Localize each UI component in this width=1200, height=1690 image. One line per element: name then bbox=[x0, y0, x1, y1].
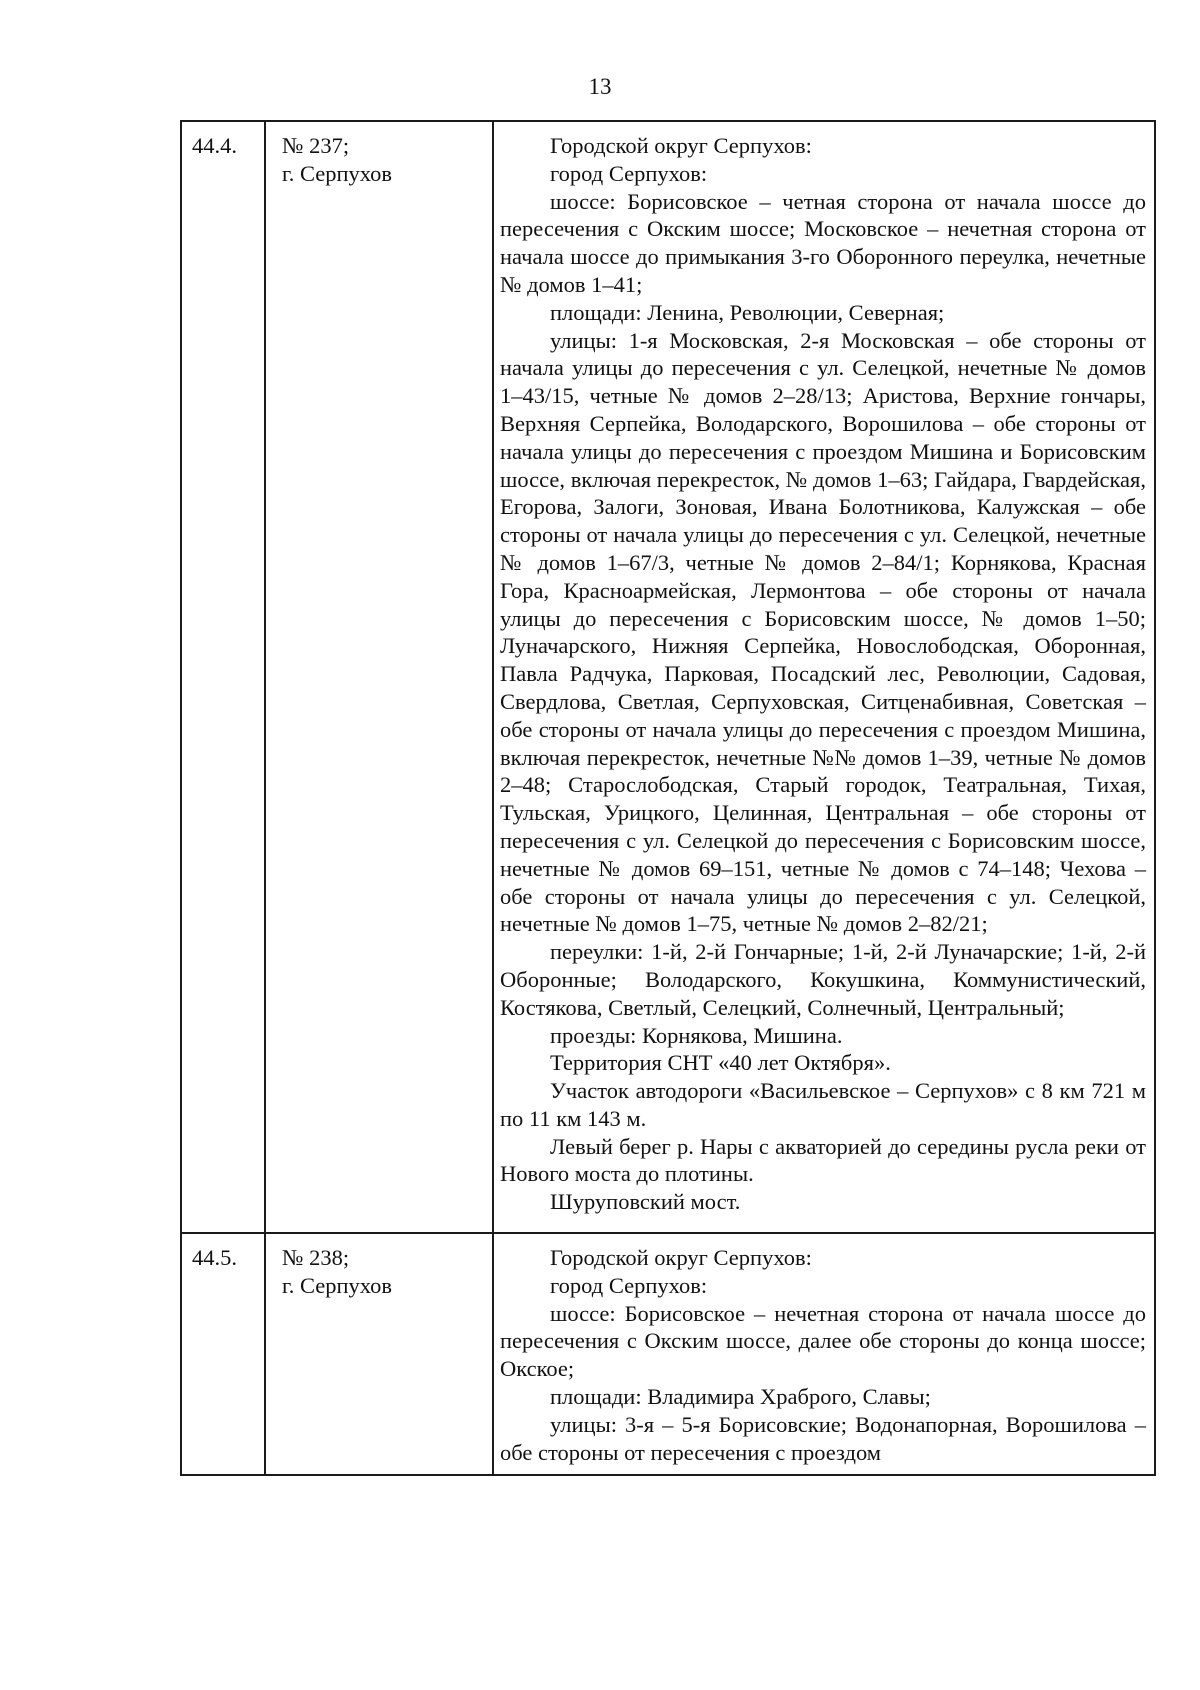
paragraph: Левый берег р. Нары с акваторией до середины русла реки от Нового моста до плотины. bbox=[500, 1133, 1146, 1187]
district-number: № 238; bbox=[282, 1245, 350, 1271]
page-number: 13 bbox=[588, 74, 612, 99]
paragraph: переулки: 1-й, 2-й Гончарные; 1-й, 2-й Луначарские; 1-й, 2-й Оборонные; Володарского, Кокушкина, Коммунистический, Костякова, Светлый, Селецкий, Солнечный, Центральный; bbox=[500, 939, 1146, 1020]
paragraph: город Серпухов: bbox=[550, 1272, 708, 1298]
paragraph: шоссе: Борисовское – четная сторона от начала шоссе до пересечения с Окским шоссе; Московское – нечетная сторона от начала шоссе до примыкания 3-го Оборонного переулка, нечетные № домов 1–41; bbox=[500, 188, 1146, 297]
paragraph: Городской округ Серпухов: bbox=[550, 133, 812, 158]
paragraph: улицы: 1-я Московская, 2-я Московская – обе стороны от начала улицы до пересечения с ул. Селецкой, нечетные № домов 1–43/15, четные № домов 2–28/13; Аристова, Верхние гончары, Верхняя Серпейка, Володарского, Ворошилова – обе стороны от начала улицы до пересечения с проездом Мишина и Борисовским шоссе, включая перекресток, № домов 1–63; Гайдара, Гвардейская, Егорова, Залоги, Зоновая, Ивана Болотникова, Калужская – обе стороны от начала улицы до пересечения с ул. Селецкой, нечетные № домов 1–67/3, четные № домов 2–84/1; Корнякова, Красная Гора, Красноармейская, Лермонтова – обе стороны от начала улицы до пересечения с Борисовским шоссе, № домов 1–50; Луначарского, Нижняя Серпейка, Новослободская, Оборонная, Павла Радчука, Парковая, Посадский лес, Революции, Садовая, Свердлова, Светлая, Серпуховская, Ситценабивная, Советская – обе стороны от начала улицы до пересечения с проездом Мишина, включая перекресток, нечетные №№ домов 1–39, четные № домов 2–48; Старослободская, Старый городок, Театральная, Тихая, Тульская, Урицкого, Целинная, Центральная – обе стороны от пересечения с ул. Селецкой до пересечения с Борисовским шоссе, нечетные № домов 69–151, четные № домов с 74–148; Чехова – обе стороны от начала улицы до пересечения с ул. Селецкой, нечетные № домов 1–75, четные № домов 2–82/21; bbox=[500, 327, 1146, 937]
description-cell bbox=[493, 1233, 1155, 1475]
row-number: 44.4. bbox=[181, 121, 265, 1233]
paragraph: площади: Владимира Храброго, Славы; bbox=[550, 1384, 931, 1410]
row-number: 44.5. bbox=[181, 1233, 265, 1475]
paragraph: шоссе: Борисовское – нечетная сторона от начала шоссе до пересечения с Окским шоссе, далее обе стороны до конца шоссе; Окское; bbox=[500, 1300, 1146, 1382]
paragraph: город Серпухов: bbox=[550, 160, 708, 186]
district-cell bbox=[265, 1233, 493, 1475]
paragraph: проезды: Корнякова, Мишина. bbox=[550, 1022, 843, 1048]
district-city: г. Серпухов bbox=[282, 160, 393, 186]
paragraph: Участок автодороги «Васильевское – Серпухов» с 8 км 721 м по 11 км 143 м. bbox=[500, 1078, 1146, 1131]
district-cell bbox=[265, 121, 493, 1233]
districts-table bbox=[180, 120, 1156, 1476]
district-number: № 237; bbox=[282, 133, 350, 158]
table-row bbox=[181, 121, 1155, 1233]
paragraph: Территория СНТ «40 лет Октября». bbox=[550, 1050, 891, 1076]
paragraph: Шуруповский мост. bbox=[550, 1189, 741, 1215]
table-row bbox=[181, 1233, 1155, 1475]
paragraph: Городской округ Серпухов: bbox=[550, 1245, 812, 1271]
paragraph: улицы: 3-я – 5-я Борисовские; Водонапорная, Ворошилова – обе стороны от пересечения с проездом bbox=[500, 1411, 1146, 1465]
district-city: г. Серпухов bbox=[282, 1272, 393, 1298]
paragraph: площади: Ленина, Революции, Северная; bbox=[550, 299, 945, 325]
description-cell bbox=[493, 121, 1155, 1233]
